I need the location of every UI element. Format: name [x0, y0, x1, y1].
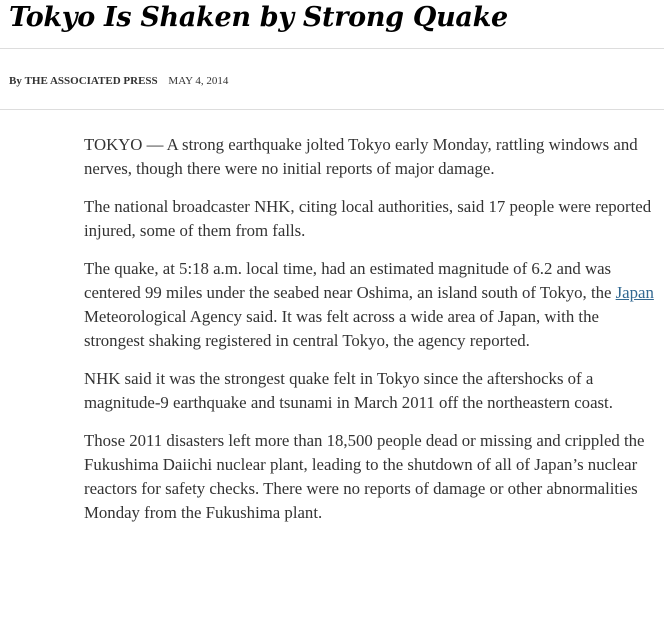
- story-body: [84, 133, 659, 539]
- story-paragraph-3-text-before: The quake, at 5:18 a.m. local time, had an estimated magnitude of 6.2 and was centered 99 miles under the seabed near Oshima, an island south of Tokyo, the: [84, 259, 616, 302]
- story-paragraph-2: The national broadcaster NHK, citing local authorities, said 17 people were reported injured, some of them from falls.: [84, 197, 652, 240]
- story-paragraph-3-text-after: Meteorological Agency said. It was felt across a wide area of Japan, with the strongest shaking registered in central Tokyo, the agency reported.: [84, 307, 599, 350]
- japan-topic-link[interactable]: Japan: [615, 283, 654, 302]
- header-divider: [0, 48, 664, 49]
- publish-date: MAY 4, 2014: [168, 75, 229, 87]
- article-headline: Tokyo Is Shaken by Strong Quake: [9, 2, 508, 33]
- byline-prefix: By: [9, 75, 22, 87]
- story-paragraph-5: Those 2011 disasters left more than 18,500 people dead or missing and crippled the Fukushima Daiichi nuclear plant, leading to the shutdown of all of Japan’s nuclear reactors for safety checks. There were no reports of damage or other abnormalities Monday from the Fukushima plant.: [84, 431, 645, 522]
- byline-divider: [0, 109, 664, 110]
- story-paragraph-1: TOKYO — A strong earthquake jolted Tokyo early Monday, rattling windows and nerves, though there were no initial reports of major damage.: [84, 135, 638, 178]
- byline: [9, 75, 228, 87]
- story-paragraph-3: [84, 257, 659, 353]
- story-paragraph-4: NHK said it was the strongest quake felt in Tokyo since the aftershocks of a magnitude-9 earthquake and tsunami in March 2011 off the northeastern coast.: [84, 369, 613, 412]
- byline-author[interactable]: THE ASSOCIATED PRESS: [24, 75, 158, 87]
